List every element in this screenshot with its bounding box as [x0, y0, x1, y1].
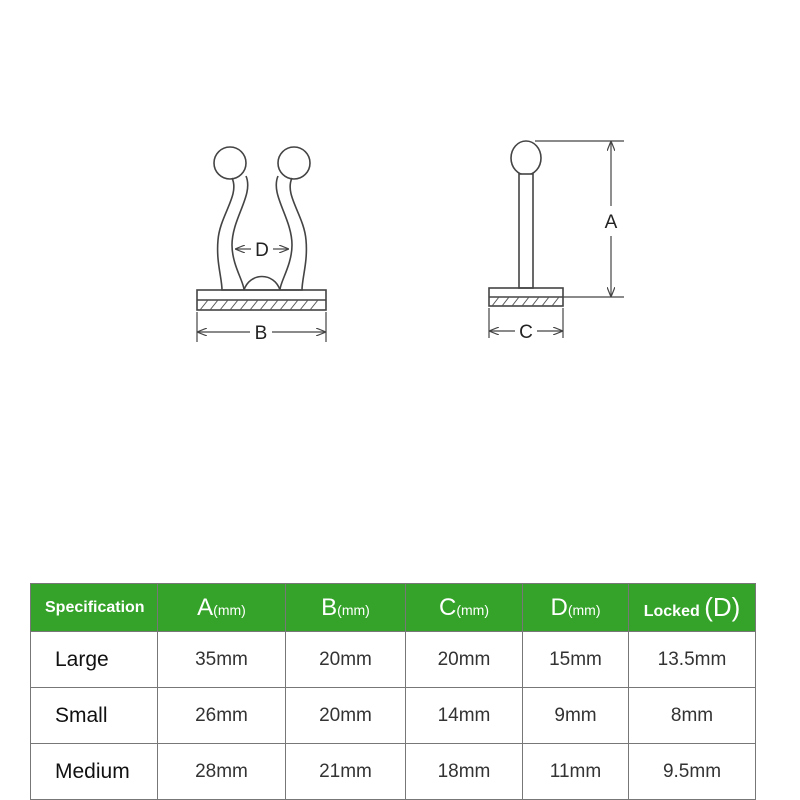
side-view: [489, 141, 563, 306]
dimension-b-label: B: [254, 323, 268, 344]
row-d: 9mm: [523, 688, 629, 744]
dimension-b: [197, 312, 326, 344]
side-knob: [511, 141, 541, 175]
front-clip-arm-inner: [232, 176, 292, 290]
header-d-unit: (mm): [567, 601, 601, 618]
header-a-letter: A: [197, 593, 214, 621]
dimension-d-label: D: [255, 240, 269, 261]
header-c-unit: (mm): [456, 601, 489, 618]
front-view: [197, 147, 326, 310]
row-a: 35mm: [158, 632, 286, 688]
table-header-row: [31, 584, 756, 632]
front-base-hatch: [200, 300, 318, 310]
header-b-unit: (mm): [337, 601, 370, 618]
front-clip-gap-curve: [244, 277, 280, 291]
row-locked: 13.5mm: [629, 632, 756, 688]
row-size: Medium: [31, 744, 158, 800]
row-c: 14mm: [406, 688, 523, 744]
header-b-letter: B: [321, 593, 338, 621]
specification-table: [30, 583, 756, 800]
row-c: 20mm: [406, 632, 523, 688]
row-size: Small: [31, 688, 158, 744]
header-locked-paren: (D): [704, 592, 741, 622]
row-size: Large: [31, 632, 158, 688]
table-row: [31, 632, 756, 688]
dimension-c: [489, 308, 563, 343]
header-c: [406, 584, 523, 632]
header-a-unit: (mm): [213, 601, 246, 618]
row-c: 18mm: [406, 744, 523, 800]
front-left-knob: [214, 147, 246, 179]
front-clip-arm-outer: [218, 178, 307, 290]
front-right-knob: [278, 147, 310, 179]
dimension-c-label: C: [519, 322, 533, 343]
header-c-letter: C: [439, 593, 457, 621]
row-a: 26mm: [158, 688, 286, 744]
table-row: [31, 688, 756, 744]
row-d: 15mm: [523, 632, 629, 688]
table-row: [31, 744, 756, 800]
row-locked: 8mm: [629, 688, 756, 744]
header-locked-text: Locked: [643, 603, 700, 620]
row-b: 20mm: [286, 632, 406, 688]
header-d-letter: D: [550, 593, 568, 621]
row-d: 11mm: [523, 744, 629, 800]
header-b: [286, 584, 406, 632]
row-b: 21mm: [286, 744, 406, 800]
dimension-a-label: A: [604, 212, 618, 233]
row-locked: 9.5mm: [629, 744, 756, 800]
row-a: 28mm: [158, 744, 286, 800]
dimension-a: [535, 141, 624, 297]
dimension-d: [236, 240, 288, 261]
header-a: [158, 584, 286, 632]
header-specification: Specification: [31, 584, 158, 632]
header-d: [523, 584, 629, 632]
side-stem: [519, 174, 533, 288]
header-locked-d: [629, 584, 756, 632]
side-base-hatch: [492, 297, 559, 306]
row-b: 20mm: [286, 688, 406, 744]
